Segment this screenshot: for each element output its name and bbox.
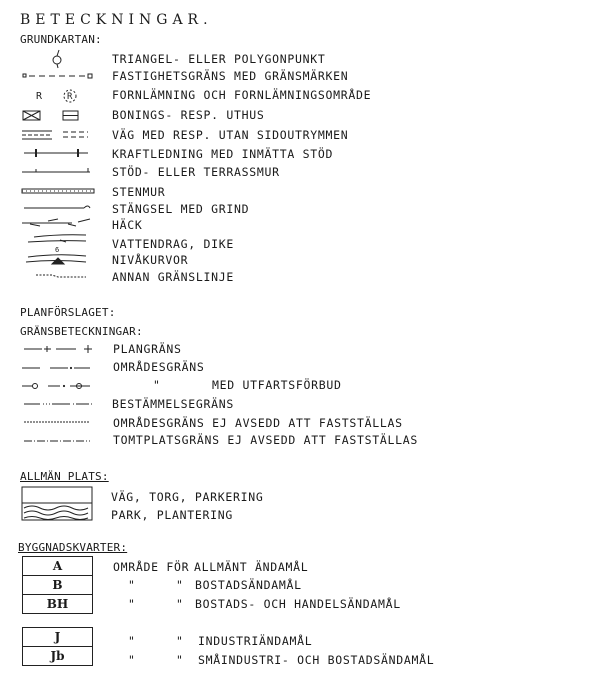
road-square-icon <box>22 487 92 503</box>
legend-label: BESTÄMMELSEGRÄNS <box>112 397 234 411</box>
area-boundary-icon <box>22 367 90 368</box>
other-boundary-icon <box>36 275 86 277</box>
watercourse-icon <box>28 235 86 242</box>
legend-title: BETECKNINGAR. <box>20 12 213 28</box>
ditto-mark: " <box>128 578 136 592</box>
legend-label: NIVÅKURVOR <box>112 253 189 267</box>
ditto-mark: " <box>128 653 136 667</box>
ancient-monument-icon <box>36 90 76 102</box>
contour-icon <box>26 246 86 264</box>
section-heading-grundkartan: GRUNDKARTAN: <box>20 33 102 46</box>
legend-label: TRIANGEL- ELLER POLYGONPUNKT <box>112 52 326 66</box>
zone-label: BOSTADSÄNDAMÅL <box>195 578 302 592</box>
monument-glyph: R <box>36 91 43 102</box>
section-heading-byggnadskvarter: BYGGNADSKVARTER: <box>18 541 128 554</box>
legend-label: FORNLÄMNING OCH FORNLÄMNINGSOMRÅDE <box>112 88 372 102</box>
legend-label: STÖD- ELLER TERRASSMUR <box>112 165 280 179</box>
ditto-mark: " <box>176 578 184 592</box>
legend-label: HÄCK <box>112 218 143 232</box>
zone-label: SMÅINDUSTRI- OCH BOSTADSÄNDAMÅL <box>198 653 435 667</box>
road-icon <box>22 131 88 139</box>
legend-label: STÄNGSEL MED GRIND <box>112 202 250 216</box>
zone-code: BH <box>46 597 69 611</box>
zone-label: BOSTADS- OCH HANDELSÄNDAMÅL <box>195 597 401 611</box>
property-boundary-icon <box>23 74 92 78</box>
legend-label: FASTIGHETSGRÄNS MED GRÄNSMÄRKEN <box>112 69 349 83</box>
zone-prefix: OMRÅDE FÖR <box>113 560 190 574</box>
zone-code: B <box>23 576 92 595</box>
legend-label: OMRÅDESGRÄNS <box>113 360 205 374</box>
hedge-icon <box>22 219 90 226</box>
legend-label: PLANGRÄNS <box>113 342 182 356</box>
section-heading-allman-plats: ALLMÄN PLATS: <box>20 470 109 483</box>
ditto-mark: " <box>176 653 184 667</box>
ditto-mark: " <box>153 378 161 392</box>
subheading-gransbeteckningar: GRÄNSBETECKNINGAR: <box>20 325 143 338</box>
triangle-point-icon <box>53 50 61 68</box>
park-icon <box>22 503 92 520</box>
legend-label: MED UTFARTSFÖRBUD <box>212 378 342 392</box>
ditto-mark: " <box>128 597 136 611</box>
legend-label: ANNAN GRÄNSLINJE <box>112 270 234 284</box>
zone-label: ALLMÄNT ÄNDAMÅL <box>194 560 309 574</box>
legend-label: BONINGS- RESP. UTHUS <box>112 108 265 122</box>
buildings-icon <box>23 111 78 120</box>
section-heading-planforslaget: PLANFÖRSLAGET: <box>20 306 116 319</box>
zone-label: INDUSTRIÄNDAMÅL <box>198 634 313 648</box>
ditto-mark: " <box>176 634 184 648</box>
legend-label: PARK, PLANTERING <box>111 508 233 522</box>
plan-boundary-icon <box>24 345 92 353</box>
ditto-mark: " <box>128 634 136 648</box>
legend-label: STENMUR <box>112 185 166 199</box>
svg-text:6: 6 <box>55 246 60 254</box>
legend-label: VATTENDRAG, DIKE <box>112 237 234 251</box>
zone-code: A <box>23 557 92 576</box>
ditto-mark: " <box>176 597 184 611</box>
retaining-wall-icon <box>22 168 90 172</box>
legend-label: OMRÅDESGRÄNS EJ AVSEDD ATT FASTSTÄLLAS <box>113 416 403 430</box>
zone-code: Jb <box>50 649 65 663</box>
legend-label: TOMTPLATSGRÄNS EJ AVSEDD ATT FASTSTÄLLAS <box>113 433 418 447</box>
zone-code: J <box>23 628 92 647</box>
fence-icon <box>24 206 90 208</box>
zone-code-box-2 <box>22 627 93 666</box>
exit-ban-boundary-icon <box>22 384 90 389</box>
stone-wall-icon <box>22 189 94 193</box>
legend-label: KRAFTLEDNING MED INMÄTTA STÖD <box>112 147 334 161</box>
zone-code-box-1 <box>22 556 93 614</box>
power-line-icon <box>24 149 88 157</box>
legend-label: VÄG MED RESP. UTAN SIDOUTRYMMEN <box>112 128 349 142</box>
legend-label: VÄG, TORG, PARKERING <box>111 490 264 504</box>
svg-text:R: R <box>67 92 73 102</box>
